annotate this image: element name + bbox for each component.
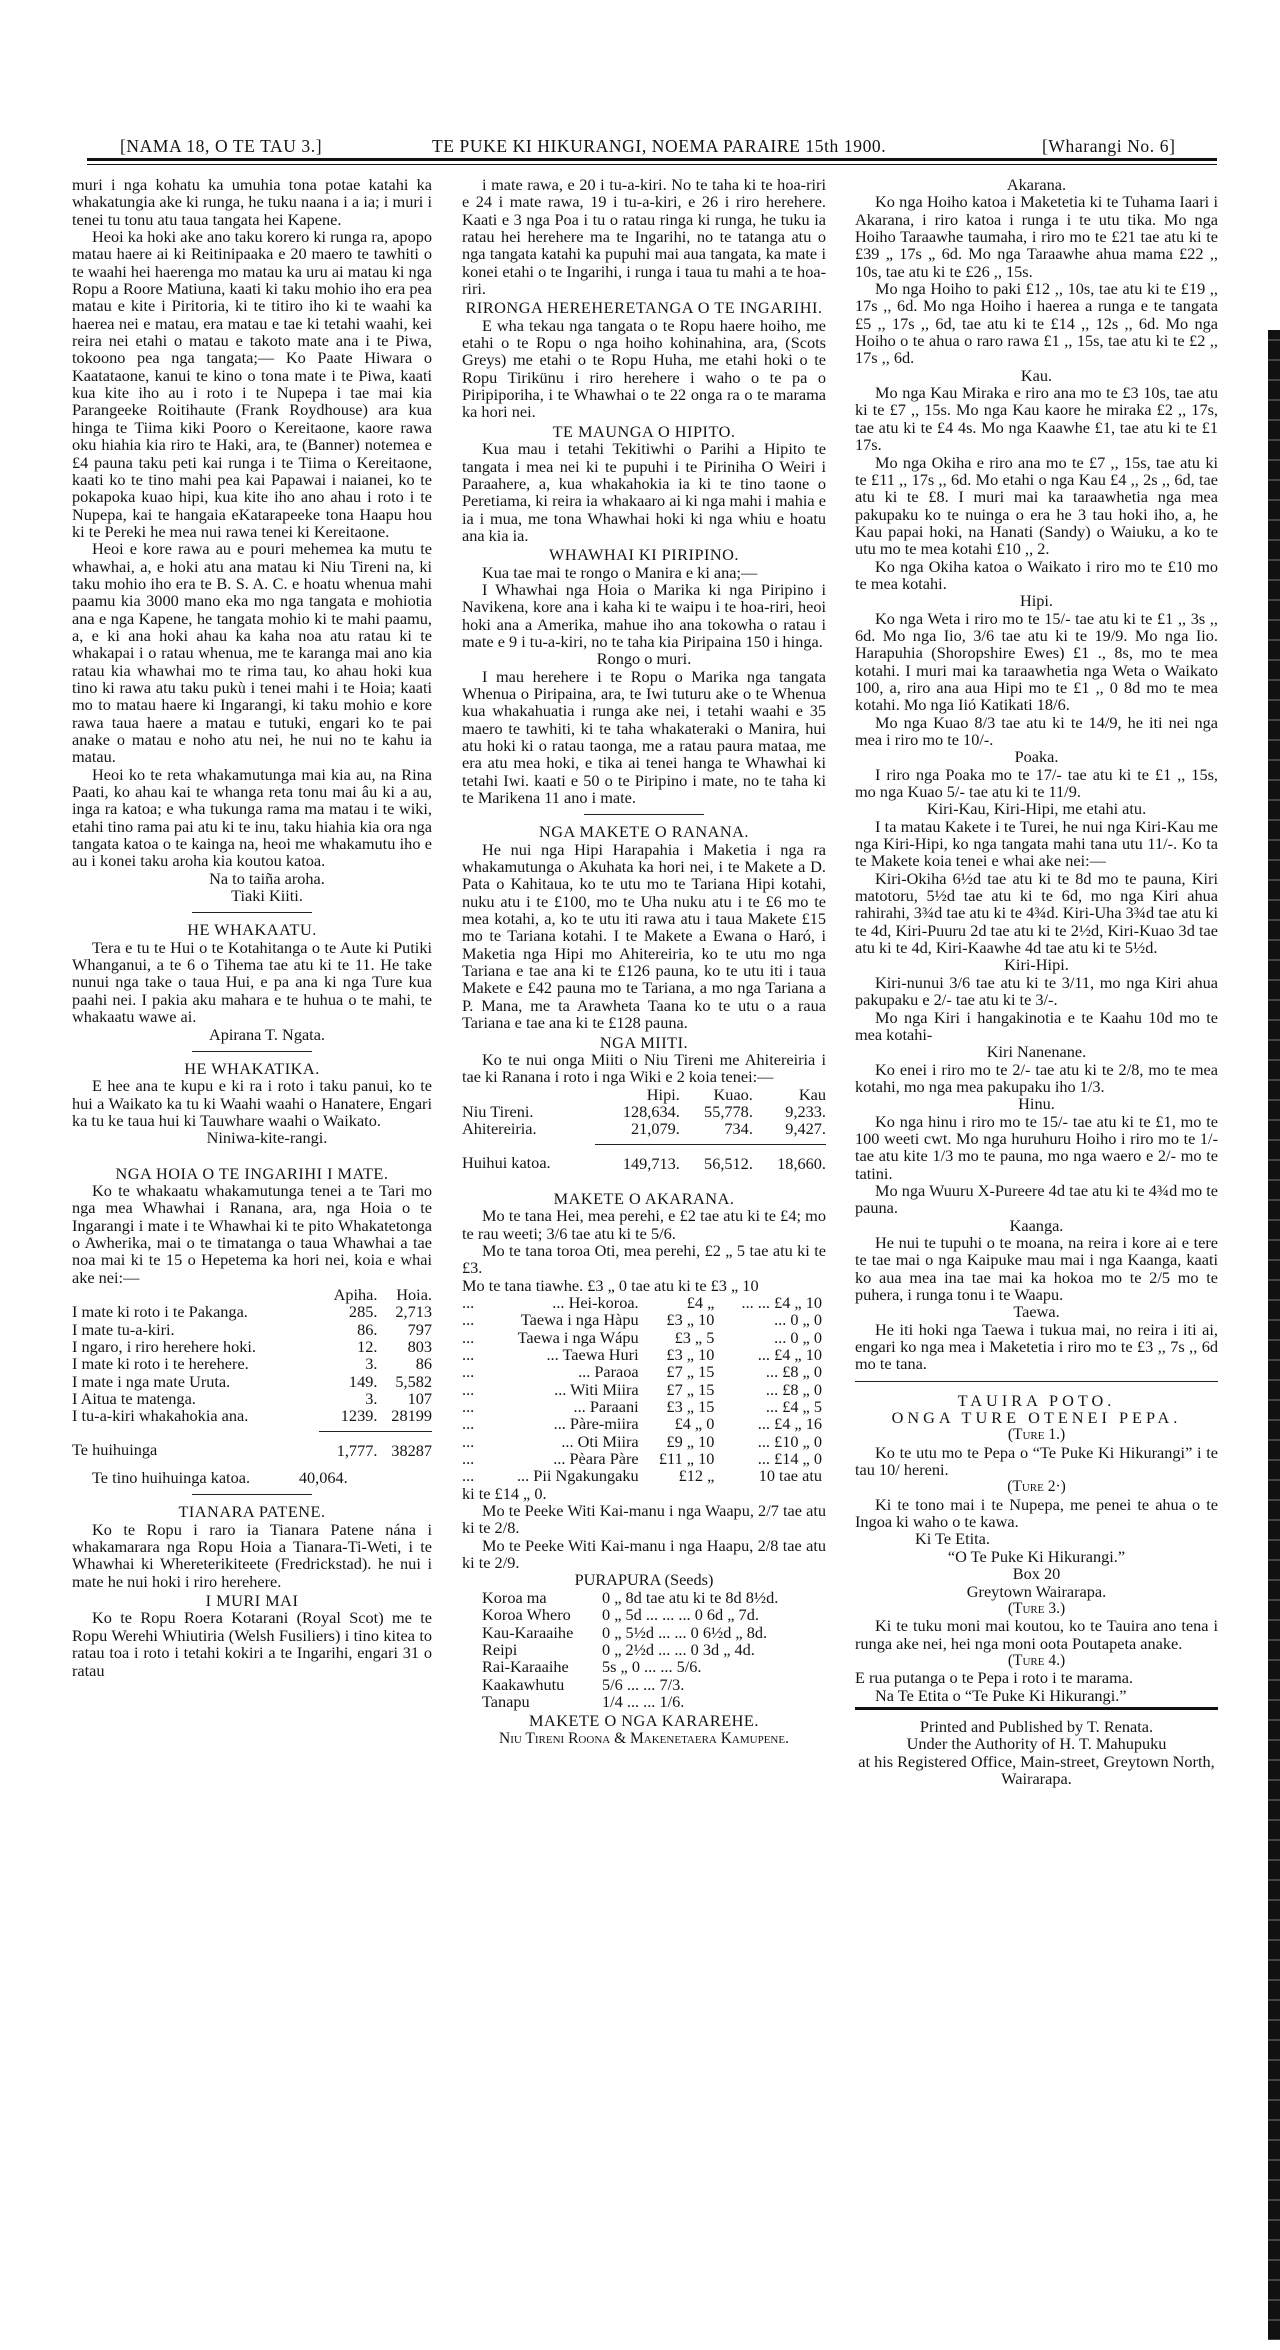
article-paragraph: I ta matau Kakete i te Turei, he nui nga Kiri-Kau me nga Kiri-Hipi, ko nga tangata mahi tana utu 11/-. Ko ta te Makete koia tenei e whai ake nei:— [855, 816, 1218, 871]
table-cell: ... £8 „ 0 [765, 1362, 822, 1382]
table-cell: Apiha. [333, 1284, 378, 1304]
article-paragraph: E wha tekau nga tangata o te Ropu haere hoiho, me etahi o te Ropu o nga hoiho kohinahina, ara, (Scots Greys) me etahi o te Ropu Huha, me etahi hoki o te Ropu Tirikünu i riro herehere i waho o te pa o Piripiporiha, i te Whawhai o te 22 onga ra o te marama ka hori nei. [462, 315, 826, 422]
subsection-heading: Rongo o muri. [596, 649, 692, 669]
article-paragraph: Ki te tuku moni mai koutou, ko te Tauira ano tena i runga ake nei, hei nga moni oota Poutapeta anake. [855, 1616, 1218, 1653]
table-row [462, 1398, 826, 1415]
table-total-row [462, 1144, 826, 1172]
table-cell: 56,512. [704, 1153, 753, 1173]
table-row [462, 1658, 826, 1675]
page-edge-border [1268, 330, 1280, 2340]
article-paragraph: Mo nga Kuao 8/3 tae atu ki te 14/9, he iti nei nga mea i riro mo te 10/-. [855, 712, 1218, 749]
table-row [462, 1294, 826, 1311]
table-cell: 9,233. [785, 1101, 826, 1121]
table-cell: 0 „ 2½d ... ... 0 3d „ 4d. [602, 1639, 755, 1659]
table-row [462, 1363, 826, 1380]
column-3 [855, 176, 1218, 1787]
table-total-row [72, 1431, 432, 1459]
section-heading: MAKETE O AKARANA. [553, 1188, 735, 1208]
table-cell: ... Paraoa [578, 1362, 639, 1382]
address-line: Greytown Wairarapa. [966, 1581, 1107, 1601]
table-cell: 28199 [391, 1406, 432, 1426]
table-cell: Hipi. [646, 1084, 680, 1104]
page-number: [Wharangi No. 6] [1042, 136, 1176, 156]
table-row [462, 1589, 826, 1606]
article-paragraph: Mo nga Okiha e riro ana mo te £7 ,, 15s, tae atu ki te £11 ,, 17s ,, 6d. Mo etahi o nga Kau £4 ,, 2s ,, 6d, tae atu ki te £8. I muri mai ka taraawhetia nga mea pakupaku ko te nuinga o era he 3 tau hoki iho, a, he Kau papai hoki, na Hanati (Sandy) o Waiuku, a ko te utu mo te mea kotahi £10 ,, 2. [855, 452, 1218, 559]
article-paragraph: Tera e tu te Hui o te Kotahitanga o te Aute ki Putiki Whanganui, a te 6 o Tihema tae atu ki te 11. He take nunui nga take o taua Hui, e pa ana ki nga Ture kua paahi nei. I pakia aku mahara e te huhua o te mahi, te whakaatu wawe ai. [72, 937, 432, 1027]
section-heading: HE WHAKATIKA. [184, 1058, 320, 1078]
article-paragraph: Heoi e kore rawa au e pouri mehemea ka mutu te whawhai, a, e hoki atu ana matau ki Niu Tireni na, ki taku mohio iho era te B. S. A. C. e hoatu whenua mahi paamu kia 3000 mano eka mo nga tangata e mohiotia ana e nga Kapene, he tangata mohio ki te mahi paamu, a, e ki ana hoki ahau ka kaha noa atu ratau ki te whakapai i o ratau whenua, me te karanga mai ano kia ratau kia whawhai mo te rima tau, ko ahau hoki kua tino ki rawa atu taku pukù i tenei mahi i te Hoia; kaati mo to matau haere ki Ingarangi, ki taku mohio e kore rawa taua haere a matau e tutuki, engari ko te pai anake o matau e noho atu nei, he nui no te kahu ia matau. [72, 539, 432, 767]
spacer [72, 1147, 432, 1163]
publisher-imprint: at his Registered Office, Main-street, Greytown North, Wairarapa. [858, 1751, 1215, 1788]
table-cell: 734. [724, 1119, 753, 1139]
table-cell: Kau [798, 1084, 826, 1104]
article-paragraph: Kua mau i tetahi Tekitiwhi o Parihi a Hipito te tangata i mea nei ki te pupuhi i te Piriniha O Weiri i Paraahere, a, kua whakahokia ia ki te tino taone o Peretiama, ki reira ia whakaaro ai ki nga mahi i mahia e ia i mua, me tona Whawhai hoki ki nga whiu e hoatu ana kia ia. [462, 439, 826, 545]
masthead [87, 136, 1217, 158]
article-paragraph: E hee ana te kupu e ki ra i roto i taku panui, ko te hui a Waikato ka tu ki Waahi waahi o Hanatere, Engari ka tu ke taua hui ki Tauwhare waahi o Waikato. [72, 1076, 432, 1130]
table-row [72, 1321, 432, 1338]
table-cell: I mate tu-a-kiri. [72, 1319, 175, 1339]
issue-number: [NAMA 18, O TE TAU 3.] [120, 136, 323, 156]
section-heading: RIRONGA HEREHERETANGA O TE INGARIHI. [465, 298, 823, 318]
table-cell: ... Pàre-miira [553, 1414, 639, 1434]
subsection-heading: Taewa. [1013, 1302, 1060, 1322]
table-cell: ... [462, 1362, 475, 1382]
table-cell: Huihui katoa. [462, 1153, 551, 1173]
table-cell: Reipi [482, 1639, 518, 1659]
table-row [462, 1311, 826, 1328]
table-cell: 149,713. [622, 1153, 680, 1173]
seed-list [462, 1589, 826, 1710]
table-cell: 128,634. [622, 1101, 680, 1121]
table-row [72, 1407, 432, 1424]
stats-table [462, 1086, 826, 1172]
table-cell: Taewa i nga Wápu [517, 1327, 639, 1347]
article-paragraph: Ko enei i riro mo te 2/- tae atu ki te 2/8, mo te mea kotahi, mo nga mea pakupaku iho 1/3. [855, 1059, 1218, 1096]
table-cell: Taewa i nga Hàpu [520, 1310, 639, 1330]
table-cell: I mate ki roto i te Pakanga. [72, 1302, 248, 1322]
article-paragraph: Mo nga Hoiho to paki £12 ,, 10s, tae atu ki te £19 ,, 17s ,, 6d. Mo nga Hoiho i haerea a runga e te tangata £5 ,, 17s ,, 6d, tae atu ki te £14 ,, 12s ,, 6d. Mo nga Hoiho o te ahua o raro rawa £1 ,, 15s, tae atu ki te £2 ,, 17s ,, 6d. [855, 279, 1218, 368]
table-header-row [462, 1086, 826, 1103]
table-cell: ... Paraani [573, 1397, 639, 1417]
spacer [462, 1172, 826, 1188]
table-cell: 797 [407, 1319, 432, 1339]
table-cell: £12 „ [678, 1466, 715, 1486]
table-cell: £3 „ 10 [666, 1310, 715, 1330]
section-heading: TE MAUNGA O HIPITO. [552, 421, 736, 441]
table-cell: 0 „ 5½d ... ... 0 6½d „ 8d. [602, 1622, 768, 1642]
article-paragraph: Kua tae mai te rongo o Manira e ki ana;— [482, 562, 758, 582]
table-cell: £3 „ 10 [666, 1345, 715, 1364]
article-paragraph: Kiri-Okiha 6½d tae atu ki te 8d mo te pauna, Kiri matotoru, 5½d tae atu ki te 6d, mo nga Kiri ahua rahirahi, 3¾d tae atu ki te 4¾d. Kiri-Uha 3¾d tae atu ki te 4d, Kiri-Puuru 2d tae atu ki te 2½d, Kiri-Kuao 3d tae atu ki te 4d, Kiri-Kaawhe 4d tae atu ki te 5½d. [855, 868, 1218, 958]
article-paragraph: He nui te tupuhi o te moana, na reira i kore ai e tere te tae mai o nga Kaipuke mau mai i nga Kaanga, kaati ko aua mea ina tae mai ka hokoa mo te 2/5 mo te puhera, i runga tonu i te Waapu. [855, 1232, 1218, 1304]
subsection-heading: Hipi. [1019, 591, 1054, 611]
publisher-imprint: Under the Authority of H. T. Mahupuku [906, 1734, 1167, 1754]
article-paragraph: Heoi ka hoki ake ano taku korero ki runga ra, apopo matau haere ai ki Reitinipaaka e 20 maero te tawhiti o te waahi hei haerenga mo matau ka uru ai matau ki nga Ropu a Roore Matiuna, kaati ki taku mohio iho era pea matau e kite i Piritoria, ki te titiro iho ki te waahi ka haerea nei e matau, era matau e tae ki tetahi waahi, kei reira nei etahi o matau e takoto mate ana i te Piwa, tokoono pea nga tangata;— Ko Paate Hiwara o Kaatataone, kanui te kino o tona mate i te Piwa, kaati kua kite iho au i roto i te Nupepa i tae mai kia Parangeeke Roitihaute (Frank Roydhouse) ara kua hinga te Tiima kiki Pooro o Kereitaone, kaore rawa oku hiahia kia riro te Haki, ara, te (Banner) notemea e £4 pauna taku peti kai runga i te Tiima o Kereitaone, kaati ko te tino mahi pea kai Papawai i naianei, ko te pokapoka kuao hipi, kua kite iho ano ahau i roto i te Nupepa, kai te hangaia eKatarapeeke tona Haapu hou ki te Pereki he mea nui rawa tenei ki Kereitaone. [72, 227, 432, 541]
smallcaps-line: (Ture 3.) [1007, 1599, 1066, 1617]
address-line: Ki Te Etita. [915, 1529, 990, 1549]
table-cell: Te huihuinga [72, 1440, 158, 1460]
table-row [462, 1103, 826, 1120]
article-paragraph: I riro nga Poaka mo te 17/- tae atu ki te £1 ,, 15s, mo nga Kuao 5/- tae atu ki te 11/9. [855, 764, 1218, 802]
table-cell: Ahitereiria. [462, 1119, 537, 1139]
table-cell: £7 „ 15 [666, 1379, 715, 1399]
column-2 [462, 176, 826, 1747]
article-paragraph: Mo te tana toroa Oti, mea perehi, £2 „ 5 tae atu ki te £3. [462, 1240, 826, 1278]
address-line: “O Te Puke Ki Hikurangi.” [947, 1546, 1126, 1566]
table-cell: 3. [365, 1389, 378, 1409]
table-cell: 1/4 ... ... 1/6. [602, 1691, 685, 1711]
author-signature: Niniwa-kite-rangi. [206, 1128, 328, 1148]
table-cell: 18,660. [777, 1153, 826, 1173]
table-cell: 803 [407, 1337, 432, 1356]
table-cell: Rai-Karaaihe [482, 1657, 569, 1677]
table-cell: Koroa Whero [482, 1605, 571, 1625]
article-paragraph: ki te £14 „ 0. [462, 1483, 547, 1503]
table-cell: £3 „ 5 [674, 1327, 715, 1347]
table-cell: Koroa ma [482, 1587, 547, 1607]
masthead-rule-thick [87, 158, 1217, 161]
table-cell: ... Pèara Pàre [553, 1449, 639, 1469]
table-cell: Tanapu [482, 1691, 530, 1711]
table-cell: 0 „ 8d tae atu ki te 8d 8½d. [602, 1587, 779, 1607]
table-cell: ... [462, 1292, 475, 1312]
article-paragraph: Ko nga hinu i riro mo te 15/- tae atu ki te £1, mo te 100 weeti cwt. Mo nga huruhuru Hoiho i riro mo te 1/- tae atu kite 1/3 mo te pauna, mo nga waero e 2/- mo te tatini. [855, 1111, 1218, 1183]
table-cell: 10 tae atu [758, 1466, 822, 1486]
grand-total-label: Te tino huihuinga katoa. [92, 1468, 251, 1488]
divider-rule [192, 1051, 312, 1052]
table-row [72, 1338, 432, 1355]
table-row [462, 1433, 826, 1450]
table-cell: 12. [357, 1337, 378, 1356]
article-paragraph: He nui nga Hipi Harapahia i Maketia i nga ra whakamutunga o Akuhata ka hori nei, i te Makete a D. Pata o Kahitaua, ko te utu mo te Tariana Hipi kotahi, nuku atu i te £100, mo te Uha nuku atu i te £6 mo te mea kotahi, a, ko te utu iti rawa atu i taua Makete £15 mo te Tariana kotahi. I te Makete a Ewana o Haró, i Maketia nga Hipi mo Ahitereiria, ko te utu mo nga Tariana e tae ana ki te £126 pauna, ko te utu iti i taua Makete e £42 pauna mo te Tariana, a mo nga Tariana a P. Mana, me ta Arawheta Taana ko te utu o a raua Tariana e tae ana ki te £128 pauna. [462, 839, 826, 1033]
table-cell: I Aitua te matenga. [72, 1389, 196, 1409]
table-cell: £9 „ 10 [666, 1431, 715, 1451]
table-cell: 5,582 [395, 1371, 432, 1391]
table-row [462, 1641, 826, 1658]
table-cell: 55,778. [704, 1101, 753, 1121]
address-line: Box 20 [1012, 1564, 1061, 1584]
price-list [462, 1294, 826, 1485]
table-row [462, 1381, 826, 1398]
table-row [462, 1450, 826, 1467]
table-row [72, 1390, 432, 1407]
table-row [462, 1676, 826, 1693]
table-cell: £11 „ 10 [658, 1449, 715, 1469]
article-paragraph: Kiri-nunui 3/6 tae atu ki te 3/11, mo nga Kiri ahua pakupaku e 2/- tae atu ki te 3/-. [855, 972, 1218, 1010]
table-cell: 149. [348, 1371, 378, 1391]
article-paragraph: Ko te Ropu i raro ia Tianara Patene nána i whakamarara nga Ropu Hoia a Tianara-Ti-Weti, i te Whawhai ki Whereterikiteete (Fredrickstad). he nui i mate he nui hoki i riro herehere. [72, 1519, 432, 1591]
article-paragraph: Mo nga Wuuru X-Pureere 4d tae atu ki te 4¾d mo te pauna. [855, 1180, 1218, 1218]
table-cell: ... [462, 1466, 475, 1486]
table-cell: ... Witi Miira [554, 1379, 639, 1399]
table-cell: ... 0 „ 0 [774, 1327, 822, 1347]
article-paragraph: Ko nga Okiha katoa o Waikato i riro mo te £10 mo te mea kotahi. [855, 556, 1218, 593]
divider-rule [855, 1707, 1218, 1710]
grand-total-row [92, 1469, 432, 1486]
article-paragraph: Mo nga Kiri i hangakinotia e te Kaahu 10d mo te mea kotahi- [855, 1007, 1218, 1044]
table-cell: ... ... £4 „ 10 [741, 1292, 822, 1312]
table-cell: 21,079. [630, 1119, 680, 1139]
table-cell: 9,427. [785, 1119, 826, 1139]
table-cell: ... £14 „ 0 [757, 1449, 822, 1469]
article-paragraph: Mo te tana Hei, mea perehi, e £2 tae atu ki te £4; mo te rau weeti; 3/6 tae atu ki te 5/6. [462, 1206, 826, 1243]
author-signature: Tiaki Kiiti. [231, 886, 303, 906]
table-cell: Kuao. [713, 1084, 753, 1104]
table-cell: ... [462, 1310, 475, 1330]
smallcaps-line: (Ture 1.) [1007, 1426, 1066, 1444]
article-paragraph: Ko te utu mo te Pepa o “Te Puke Ki Hikurangi” i te tau 10/ hereni. [855, 1442, 1218, 1480]
table-cell: ... [462, 1414, 475, 1434]
table-cell: 107 [407, 1389, 432, 1409]
table-cell: £3 „ 15 [666, 1397, 715, 1417]
article-paragraph: Heoi ko te reta whakamutunga mai kia au, na Rina Paati, ko ahau kai te whanga reta tonu mai âu ki a au, inga ra katoa; e wha tukunga rama ma matau i te wiki, etahi tino rama pai atu ki te inu, taku hiahia kia ora nga tangata katoa o te kainga na, heoi me whakamutu iho e au i konei taku aroha kia koutou katoa. [72, 764, 432, 871]
table-cell: ... £4 „ 5 [765, 1397, 822, 1417]
table-cell: 86. [357, 1319, 378, 1339]
table-cell: £4 „ [686, 1292, 715, 1312]
table-row [72, 1303, 432, 1320]
table-row [462, 1120, 826, 1137]
table-cell: ... [462, 1379, 475, 1399]
article-paragraph: i mate rawa, e 20 i tu-a-kiri. No te taha ki te hoa-riri e 24 i mate rawa, 19 i tu-a-kiri, e 26 i riro herehere. Kaati e 3 nga Poa i tu o ratau ringa ki runga, he tuku ia ratau hei herehere ma te Ingarihi, no te tatanga atu o nga tangata katahi ka pupuhi mai aua tangata, ka mate i konei etahi o te Ingarihi, i runga i taua tu mahi a te hoa-riri. [462, 175, 826, 299]
table-cell: I tu-a-kiri whakahokia ana. [72, 1406, 249, 1426]
table-row [462, 1415, 826, 1432]
table-cell: ... [462, 1345, 475, 1364]
table-cell: 86 [415, 1354, 432, 1374]
article-paragraph: Ko nga Weta i riro mo te 15/- tae atu ki te £1 ,, 3s ,, 6d. Mo nga Iio, 3/6 tae atu ki te 19/9. Mo nga Iio. Harapuhia (Shoropshire Ewes) £1 ., 8s, mo te mea kotahi. I muri mai ka taraawhetia nga Weta o Waikato 100, a, riro ana aua Hipi mo te £1 ,, 0 8d mo te mea kotahi. Mo nga Iió Katikati 18/6. [855, 608, 1218, 715]
article-paragraph: Ko nga Hoiho katoa i Maketetia ki te Tuhama Iaari i Akarana, i riro katoa i runga i te utu tika. Mo nga Hoiho Taraawhe taumaha, i riro mo te £21 tae atu ki te £39 „ 17s „ 6d. Mo nga Taraawhe ahua mama £22 ,, 10s, tae atu ki te £26 ,, 15s. [855, 192, 1218, 281]
section-heading: WHAWHAI KI PIRIPINO. [548, 545, 740, 565]
section-heading: NGA HOIA O TE INGARIHI I MATE. [115, 1163, 389, 1183]
table-cell: 3. [365, 1354, 378, 1374]
article-paragraph: Ko te whakaatu whakamutunga tenei a te Tari mo nga mea Whawhai i Ranana, ara, nga Hoia o te Ingarangi i mate i te Whawhai ki te pito Whakatetonga o Awherika, mai o te timatanga o taua Whawhai a tae noa mai ki te 15 o Hepetema ka hori nei, koia e whai ake nei:— [72, 1180, 432, 1287]
divider-rule [192, 1494, 312, 1495]
table-cell: ... £10 „ 0 [757, 1431, 822, 1451]
table-cell [462, 1086, 595, 1103]
table-cell: 285. [348, 1302, 378, 1322]
article-paragraph: Na Te Etita o “Te Puke Ki Hikurangi.” [875, 1685, 1127, 1705]
table-cell: Kau-Karaaihe [482, 1622, 574, 1642]
table-row [462, 1346, 826, 1363]
publisher-imprint: Printed and Published by T. Renata. [919, 1716, 1154, 1736]
section-heading: NGA MAKETE O RANANA. [539, 822, 749, 842]
table-cell: ... [462, 1449, 475, 1469]
table-cell: £4 „ 0 [674, 1414, 715, 1434]
section-heading: TIANARA PATENE. [178, 1502, 326, 1522]
section-heading: TAUIRA POTO. [957, 1390, 1116, 1410]
table-cell: 1,777. [336, 1440, 378, 1460]
subsection-heading: Akarana. [1006, 175, 1067, 194]
table-row [462, 1606, 826, 1623]
table-cell: I mate i nga mate Uruta. [72, 1371, 231, 1391]
article-paragraph: He iti hoki nga Taewa i tukua mai, no reira i iti ai, engari ko nga mea i Maketetia i riro mo te £3 ,, 7s ,, 6d mo te tana. [855, 1319, 1218, 1374]
article-paragraph: E rua putanga o te Pepa i roto i te marama. [855, 1668, 1134, 1688]
article-paragraph: muri i nga kohatu ka umuhia tona potae katahi ka whakatungia ake ki runga, he tuku naana i a ia; i muri i tenei tu tonu atu taua tangata hei Kapene. [72, 175, 432, 229]
article-paragraph: Mo te tana tiawhe. £3 „ 0 tae atu ki te £3 „ 10 [462, 1275, 759, 1295]
table-cell: ... [462, 1431, 475, 1451]
table-cell: ... Taewa Huri [546, 1345, 639, 1364]
smallcaps-line: Niu Tireni Roona & Makenetaera Kamupene. [499, 1729, 789, 1747]
article-paragraph: I Whawhai nga Hoia o Marika ki nga Piripino i Navikena, kore ana i kaha ki te waipu i te hoa-riri, heoi hoki ana a Amerika, mahue iho ana tokowha o ratau i mate e 9 i tu-a-kiri, no te taha kia Piripaina 150 i hinga. [462, 579, 826, 651]
table-cell: 38287 [391, 1440, 432, 1460]
table-row [462, 1693, 826, 1710]
divider-rule [855, 1381, 1218, 1382]
table-row [72, 1355, 432, 1372]
table-cell: 5s „ 0 ... ... 5/6. [602, 1657, 702, 1677]
table-cell: Kaakawhutu [482, 1674, 565, 1694]
table-row [462, 1624, 826, 1641]
table-cell: 0 „ 5d ... ... ... 0 6d „ 7d. [602, 1605, 759, 1625]
table-cell: I mate ki roto i te herehere. [72, 1354, 249, 1374]
article-paragraph: Ko te nui onga Miiti o Niu Tireni me Ahitereiria i tae ki Ranana i roto i nga Wiki e 2 koia tenei:— [462, 1049, 826, 1087]
article-paragraph: Mo nga Kau Miraka e riro ana mo te £3 10s, tae atu ki te £7 ,, 15s. Mo nga Kau kaore he miraka £2 ,, 17s, tae atu ki te £4 4s. Mo nga Kaawhe £1, tae atu ki te £1 17s. [855, 383, 1218, 455]
subsection-heading: Poaka. [1014, 747, 1059, 767]
table-cell: ... Hei-koroa. [552, 1292, 639, 1312]
smallcaps-line: (Ture 4.) [1007, 1651, 1066, 1669]
subsection-heading: Hinu. [1018, 1094, 1055, 1114]
table-cell: ... [462, 1397, 475, 1417]
table-cell: £7 „ 15 [666, 1362, 715, 1382]
table-cell: ... 0 „ 0 [774, 1310, 822, 1330]
author-signature: Na to taiña aroha. [209, 868, 325, 888]
table-header-row [72, 1286, 432, 1303]
masthead-rule-thin [87, 164, 1217, 165]
section-heading: HE WHAKAATU. [187, 920, 317, 940]
table-cell: I ngaro, i riro herehere hoki. [72, 1337, 256, 1356]
article-paragraph: I mau herehere i te Ropu o Marika nga tangata Whenua o Piripaina, ara, te Iwi tuturu ake o te Whenua kua whakahuatia i runga ake nei, i tetahi waahi e 35 maero te tawhiti, ki te taha whakateraki o Manira, hui atu hoki ki o ratau taonga, me a ratau paura mataa, me era atu mea hoki, e tika ai tenei hanga te Whawhai ki tetahi Iwi. kaati e 50 o te Piripino i mate, no te taha ki te Marikena 11 ano i mate. [462, 666, 826, 808]
table-cell: 2,713 [395, 1302, 432, 1322]
article-paragraph: Ki te tono mai i te Nupepa, me penei te ahua o te Ingoa ki waho o te kawa. [855, 1494, 1218, 1532]
table-cell: ... £4 „ 10 [757, 1345, 822, 1364]
table-row [72, 1373, 432, 1390]
subsection-heading: Kau. [1020, 365, 1053, 385]
table-row [462, 1467, 826, 1484]
divider-rule [192, 912, 312, 913]
subsection-heading: Kiri-Kau, Kiri-Hipi, me etahi atu. [926, 799, 1147, 819]
subsection-heading: Kaanga. [1009, 1215, 1064, 1235]
table-cell: Niu Tireni. [462, 1101, 534, 1121]
table-cell: 1239. [340, 1406, 378, 1426]
article-paragraph: Mo te Peeke Witi Kai-manu i nga Haapu, 2/8 tae atu ki te 2/9. [462, 1535, 826, 1573]
section-heading: NGA MIITI. [599, 1032, 689, 1052]
column-1 [72, 176, 432, 1679]
table-row [462, 1329, 826, 1346]
section-heading: MAKETE O NGA KARAREHE. [529, 1711, 759, 1731]
smallcaps-line: (Ture 2·) [1007, 1478, 1066, 1496]
section-heading: ONGA TURE OTENEI PEPA. [891, 1408, 1182, 1428]
table-cell: ... Oti Miira [561, 1431, 639, 1451]
table-cell: ... £8 „ 0 [765, 1379, 822, 1399]
gap [250, 1468, 299, 1487]
table-cell: Hoia. [396, 1284, 432, 1304]
table-cell: ... £4 „ 16 [757, 1414, 822, 1434]
article-paragraph: Ko te Ropu Roera Kotarani (Royal Scot) me te Ropu Werehi Whiutiria (Welsh Fusiliers) i tino kitea to ratau toa i roto i tetahi kokiri a te Ingarihi, engari 31 o ratau [72, 1608, 432, 1680]
article-paragraph: Mo te Peeke Witi Kai-manu i nga Waapu, 2/7 tae atu ki te 2/8. [462, 1501, 826, 1538]
stats-table [72, 1286, 432, 1459]
grand-total-value: 40,064. [298, 1468, 348, 1488]
section-heading: I MURI MAI [205, 1591, 299, 1611]
subsection-heading: Kiri Nanenane. [986, 1042, 1087, 1062]
subsection-heading: Kiri-Hipi. [1004, 955, 1069, 975]
table-cell: ... [462, 1327, 475, 1347]
table-cell: 5/6 ... ... 7/3. [602, 1674, 685, 1694]
divider-rule [584, 814, 704, 815]
newspaper-title-date: TE PUKE KI HIKURANGI, NOEMA PARAIRE 15th 1900. [432, 136, 887, 156]
author-signature: Apirana T. Ngata. [208, 1024, 326, 1044]
subsection-heading: PURAPURA (Seeds) [574, 1570, 714, 1590]
table-cell [72, 1286, 319, 1303]
table-cell: ... Pii Ngakungaku [516, 1466, 639, 1486]
